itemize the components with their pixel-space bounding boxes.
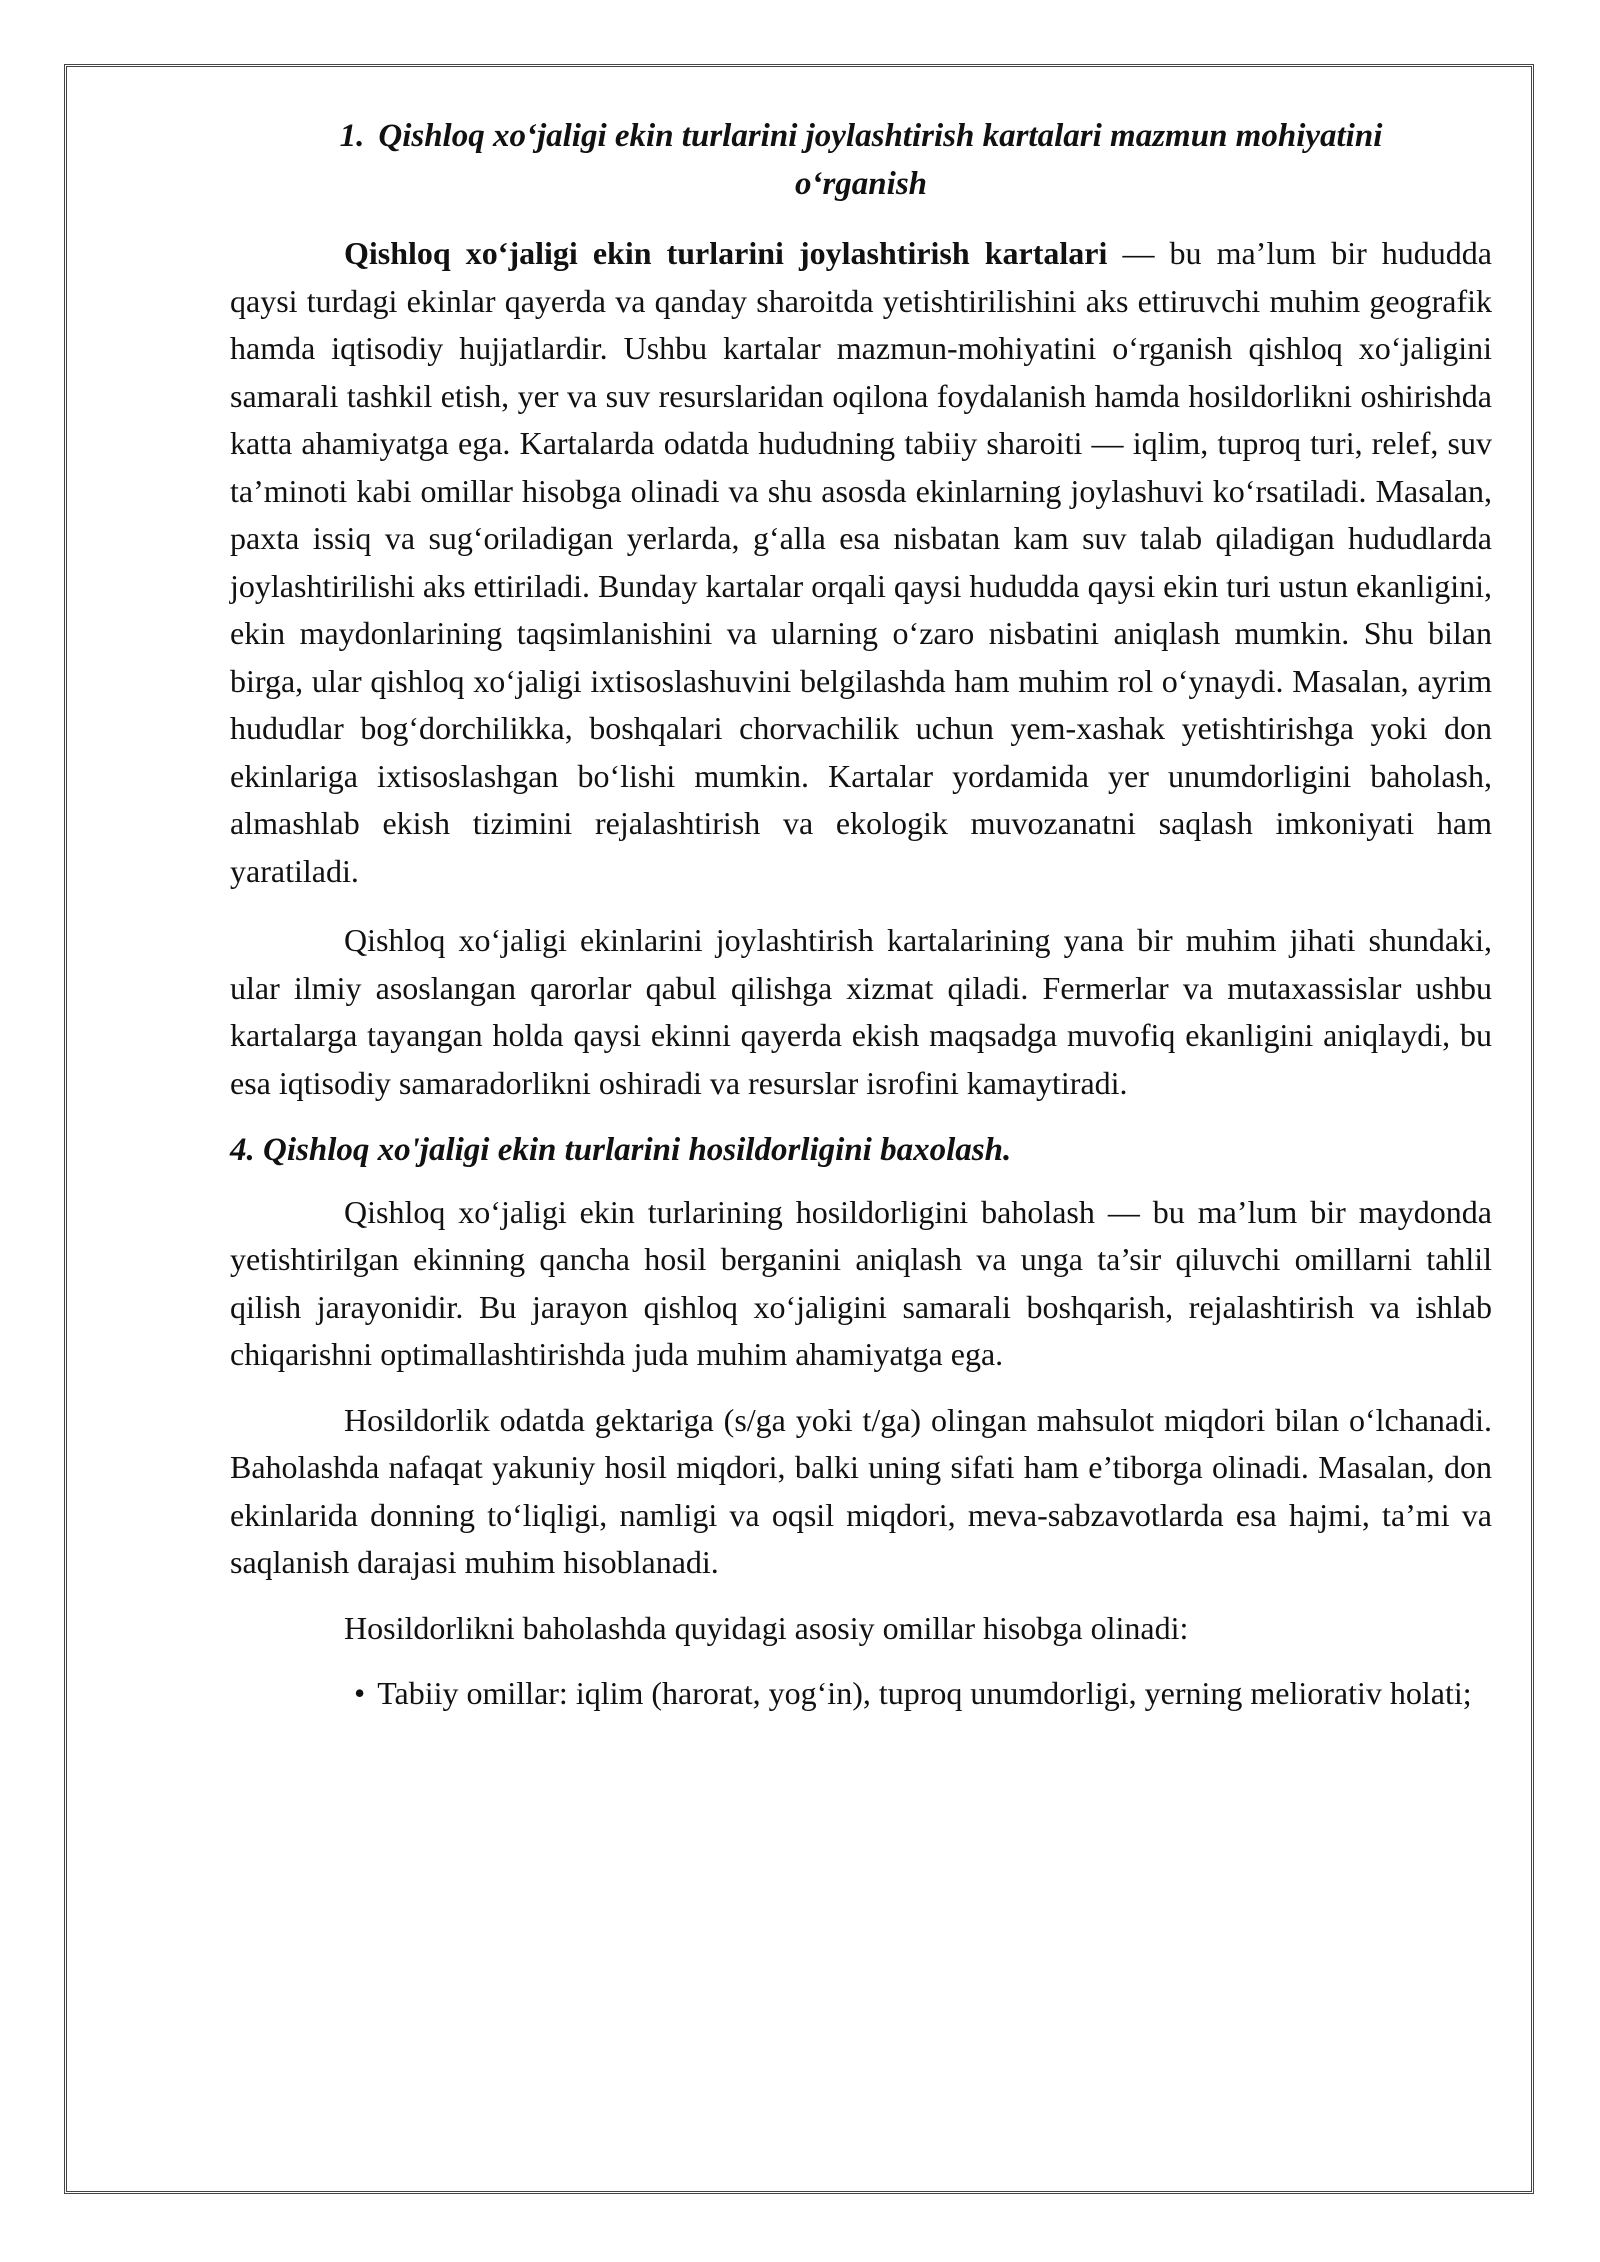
paragraph-1-term: Qishloq xo‘jaligi ekin turlarini joylashtirish kartalari xyxy=(344,235,1108,271)
bullet-symbol: • xyxy=(354,1675,366,1711)
section-1-number: 1. xyxy=(339,118,365,154)
section-1-title-line2: o‘rganish xyxy=(794,166,928,202)
bullet-item-1-text: Tabiiy omillar: iqlim (harorat, yog‘in), tuproq unumdorligi, yerning meliorativ holati; xyxy=(377,1675,1472,1711)
paragraph-4: Hosildorlik odatda gektariga (s/ga yoki t/ga) olingan mahsulot miqdori bilan o‘lchanadi. Baholashda nafaqat yakuniy hosil miqdori, balki uning sifati ham e’tiborga olinadi. Masalan, don ekinlarida donning to‘liqligi, namligi va oqsil miqdori, meva-sabzavotlarda esa hajmi, ta’mi va saqlanish darajasi muhim hisoblanadi. xyxy=(230,1401,1492,1580)
section-4-heading: 4. Qishloq xo'jaligi ekin turlarini hosildorligini baxolash. xyxy=(230,1132,1012,1168)
section-1-heading-line1 xyxy=(230,112,1492,160)
paragraph-1 xyxy=(230,230,1492,895)
document-body xyxy=(230,112,1492,1718)
bullet-item-1 xyxy=(230,1670,1492,1718)
paragraph-2: Qishloq xo‘jaligi ekinlarini joylashtirish kartalarining yana bir muhim jihati shundaki, ular ilmiy asoslangan qarorlar qabul qilishga xizmat qiladi. Fermerlar va mutaxassislar ushbu kartalarga tayangan holda qaysi ekinni qayerda ekish maqsadga muvofiq ekanligini aniqlaydi, bu esa iqtisodiy samaradorlikni oshiradi va resurslar isrofini kamaytiradi. xyxy=(230,922,1492,1101)
section-1-heading xyxy=(230,112,1492,208)
paragraph-1-text: — bu ma’lum bir hududda qaysi turdagi ekinlar qayerda va qanday sharoitda yetishtirilishini aks ettiruvchi muhim geografik hamda iqtisodiy hujjatlardir. Ushbu kartalar mazmun-mohiyatini o‘rganish qishloq xo‘jaligini samarali tashkil etish, yer va suv resurslaridan oqilona foydalanish hamda hosildorlikni oshirishda katta ahamiyatga ega. Kartalarda odatda hududning tabiiy sharoiti — iqlim, tuproq turi, relef, suv ta’minoti kabi omillar hisobga olinadi va shu asosda ekinlarning joylashuvi ko‘rsatiladi. Masalan, paxta issiq va sug‘oriladigan yerlarda, g‘alla esa nisbatan kam suv talab qiladigan hududlarda joylashtirilishi aks ettiriladi. Bunday kartalar orqali qaysi hududda qaysi ekin turi ustun ekanligini, ekin maydonlarining taqsimlanishini va ularning o‘zaro nisbatini aniqlash mumkin. Shu bilan birga, ular qishloq xo‘jaligi ixtisoslashuvini belgilashda ham muhim rol o‘ynaydi. Masalan, ayrim hududlar bog‘dorchilikka, boshqalari chorvachilik uchun yem-xashak yetishtirishga yoki don ekinlariga ixtisoslashgan bo‘lishi mumkin. Kartalar yordamida yer unumdorligini baholash, almashlab ekish tizimini rejalashtirish va ekologik muvozanatni saqlash imkoniyati ham yaratiladi. xyxy=(230,235,1493,889)
paragraph-5: Hosildorlikni baholashda quyidagi asosiy omillar hisobga olinadi: xyxy=(344,1609,1189,1646)
section-1-title-line1: Qishloq xo‘jaligi ekin turlarini joylashtirish kartalari mazmun mohiyatini xyxy=(378,118,1383,154)
paragraph-3: Qishloq xo‘jaligi ekin turlarining hosildorligini baholash — bu ma’lum bir maydonda yetishtirilgan ekinning qancha hosil berganini aniqlash va unga ta’sir qiluvchi omillarni tahlil qilish jarayonidir. Bu jarayon qishloq xo‘jaligini samarali boshqarish, rejalashtirish va ishlab chiqarishni optimallashtirishda juda muhim ahamiyatga ega. xyxy=(230,1193,1492,1372)
